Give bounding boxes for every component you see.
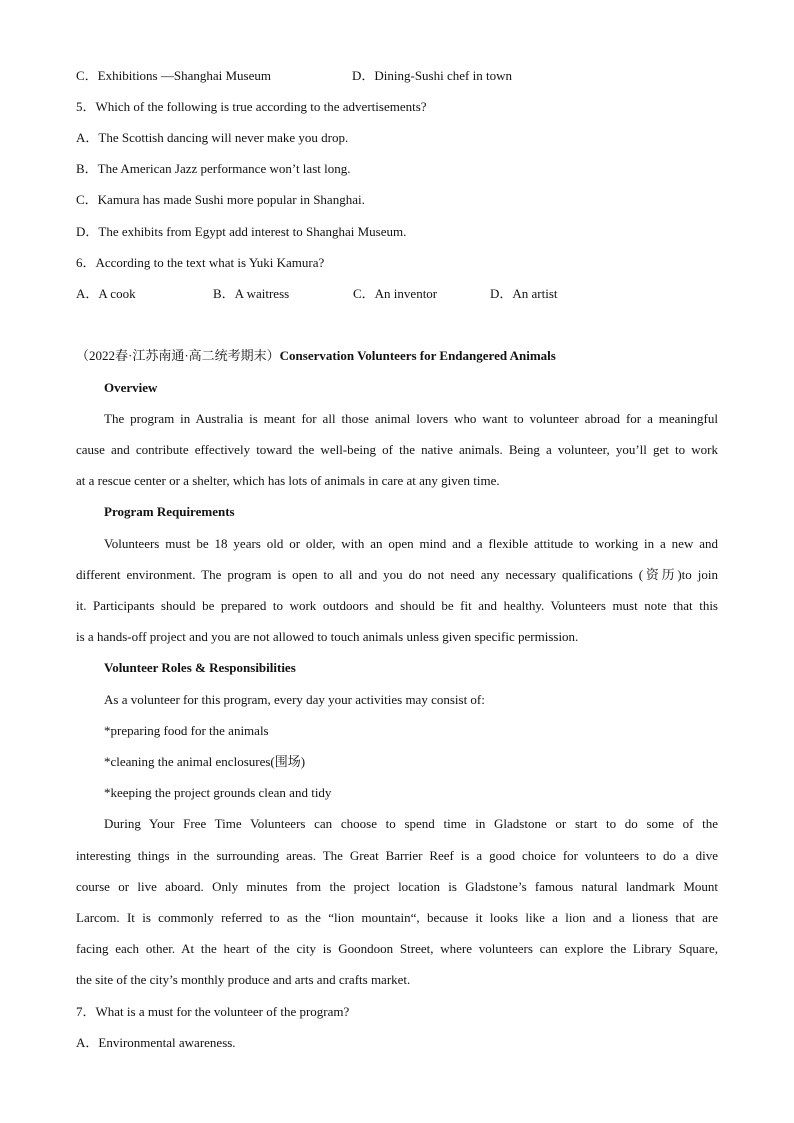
- free-time-line-4: Larcom. It is commonly referred to as the “lion mountain“, because it looks like a lion and a lioness that are: [76, 910, 718, 925]
- requirements-line-4: is a hands-off project and you are not allowed to touch animals unless given specific permission.: [76, 629, 579, 644]
- roles-item: *keeping the project grounds clean and tidy: [104, 785, 332, 800]
- q6-stem: 6．According to the text what is Yuki Kamura?: [76, 255, 325, 270]
- passage-source: （2022春·江苏南通·高二统考期末）: [76, 348, 280, 363]
- free-time-line-5: facing each other. At the heart of the city is Goondoon Street, where volunteers can explore the Library Square,: [76, 941, 718, 956]
- overview-line-3: at a rescue center or a shelter, which has lots of animals in care at any given time.: [76, 473, 500, 488]
- roles-intro: As a volunteer for this program, every day your activities may consist of:: [104, 692, 485, 707]
- overview-line-2: cause and contribute effectively toward the well-being of the native animals. Being a volunteer, you’ll get to work: [76, 442, 718, 457]
- roles-heading: Volunteer Roles & Responsibilities: [104, 660, 296, 675]
- roles-item: *preparing food for the animals: [104, 723, 269, 738]
- passage-title: Conservation Volunteers for Endangered Animals: [279, 348, 556, 363]
- requirements-line-1: Volunteers must be 18 years old or older, with an open mind and a flexible attitude to working in a new and: [104, 536, 718, 551]
- q5-option-a: A．The Scottish dancing will never make you drop.: [76, 130, 349, 145]
- q6-option-b: B．A waitress: [213, 286, 290, 301]
- overview-heading: Overview: [104, 380, 158, 395]
- overview-line-1: The program in Australia is meant for all those animal lovers who want to volunteer abroad for a meaningful: [104, 411, 718, 426]
- free-time-line-3: course or live aboard. Only minutes from the project location is Gladstone’s famous natural landmark Mount: [76, 879, 718, 894]
- q6-option-d: D．An artist: [490, 286, 558, 301]
- q6-option-a: A．A cook: [76, 286, 136, 301]
- free-time-line-2: interesting things in the surrounding areas. The Great Barrier Reef is a good choice for volunteers to do a dive: [76, 848, 718, 863]
- q5-option-d: D．The exhibits from Egypt add interest to Shanghai Museum.: [76, 224, 407, 239]
- requirements-line-3: it. Participants should be prepared to work outdoors and should be fit and healthy. Volunteers must note that this: [76, 598, 718, 613]
- q4-option-d: D．Dining-Sushi chef in town: [352, 68, 512, 83]
- requirements-line-2: different environment. The program is open to all and you do not need any necessary qualifications (资历)to join: [76, 567, 718, 582]
- passage-header: [76, 348, 556, 364]
- requirements-heading: Program Requirements: [104, 504, 235, 519]
- q7-option-a: A．Environmental awareness.: [76, 1035, 236, 1050]
- free-time-line-6: the site of the city’s monthly produce and arts and crafts market.: [76, 972, 411, 987]
- q4-option-c: C．Exhibitions —Shanghai Museum: [76, 68, 272, 83]
- q5-stem: 5．Which of the following is true according to the advertisements?: [76, 99, 427, 114]
- free-time-line-1: During Your Free Time Volunteers can choose to spend time in Gladstone or start to do some of the: [104, 816, 718, 831]
- roles-item: *cleaning the animal enclosures(围场): [104, 754, 306, 769]
- q5-option-c: C．Kamura has made Sushi more popular in Shanghai.: [76, 192, 365, 207]
- q5-option-b: B．The American Jazz performance won’t last long.: [76, 161, 351, 176]
- q7-stem: 7．What is a must for the volunteer of the program?: [76, 1004, 350, 1019]
- q6-option-c: C．An inventor: [353, 286, 438, 301]
